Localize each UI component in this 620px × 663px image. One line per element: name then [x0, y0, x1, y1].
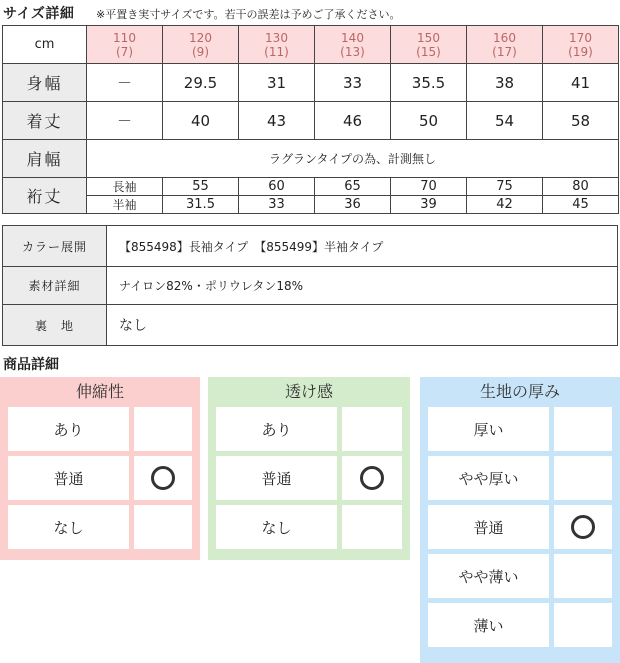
- color-label: カラー展開: [3, 226, 107, 267]
- size-sub-label: (15): [416, 44, 441, 59]
- table-cell: 36: [315, 196, 391, 214]
- table-cell: 54: [467, 102, 543, 140]
- yukitake-long-row: [3, 178, 619, 196]
- option-row: [428, 505, 612, 549]
- material-label: 素材詳細: [3, 267, 107, 305]
- size-header-170: [543, 26, 619, 64]
- option-label: なし: [8, 505, 129, 549]
- row-label-mihaba: 身幅: [3, 64, 87, 102]
- kitake-row: [3, 102, 619, 140]
- option-mark-cell: [134, 456, 192, 500]
- table-cell: 43: [239, 102, 315, 140]
- info-table: [2, 225, 618, 346]
- lining-value: なし: [107, 305, 618, 346]
- size-label: 160: [493, 30, 516, 45]
- option-mark-cell: [554, 554, 612, 598]
- material-row: [3, 267, 618, 305]
- size-label: 170: [569, 30, 592, 45]
- option-mark-cell: [554, 456, 612, 500]
- table-cell: 38: [467, 64, 543, 102]
- size-details-heading: サイズ詳細: [3, 6, 75, 22]
- size-header-row: [3, 26, 619, 64]
- size-header-130: [239, 26, 315, 64]
- option-label: やや薄い: [428, 554, 549, 598]
- table-cell: －: [87, 102, 163, 140]
- size-header-150: [391, 26, 467, 64]
- option-label: 普通: [216, 456, 337, 500]
- size-label: 120: [189, 30, 212, 45]
- option-mark-cell: [342, 456, 402, 500]
- option-label: 厚い: [428, 407, 549, 451]
- table-cell: 39: [391, 196, 467, 214]
- row-label-kitake: 着丈: [3, 102, 87, 140]
- size-header-110: [87, 26, 163, 64]
- table-cell: 42: [467, 196, 543, 214]
- table-cell: －: [87, 64, 163, 102]
- thickness-options: [428, 407, 612, 647]
- unit-cell: cm: [3, 26, 87, 64]
- option-mark-cell: [554, 603, 612, 647]
- selected-circle-icon: [571, 515, 595, 539]
- size-label: 150: [417, 30, 440, 45]
- option-row: [216, 505, 402, 549]
- lining-label: 裏 地: [3, 305, 107, 346]
- option-label: あり: [8, 407, 129, 451]
- option-label: 普通: [428, 505, 549, 549]
- option-row: [428, 603, 612, 647]
- size-sub-label: (7): [116, 44, 133, 59]
- option-label: 薄い: [428, 603, 549, 647]
- size-sub-label: (13): [340, 44, 365, 59]
- size-label: 140: [341, 30, 364, 45]
- sleeve-short-label: 半袖: [87, 196, 163, 214]
- table-cell: 46: [315, 102, 391, 140]
- size-header-120: [163, 26, 239, 64]
- table-cell: 33: [315, 64, 391, 102]
- table-cell: 55: [163, 178, 239, 196]
- option-row: [8, 407, 192, 451]
- stretch-options: [8, 407, 192, 549]
- table-cell: 75: [467, 178, 543, 196]
- option-mark-cell: [134, 505, 192, 549]
- size-label: 130: [265, 30, 288, 45]
- size-table: [2, 25, 619, 214]
- stretch-panel: [0, 377, 200, 560]
- option-row: [428, 456, 612, 500]
- size-sub-label: (17): [492, 44, 517, 59]
- option-mark-cell: [554, 505, 612, 549]
- size-sub-label: (19): [568, 44, 593, 59]
- option-mark-cell: [342, 407, 402, 451]
- table-cell: 29.5: [163, 64, 239, 102]
- option-label: なし: [216, 505, 337, 549]
- table-cell: 35.5: [391, 64, 467, 102]
- size-label: 110: [113, 30, 136, 45]
- table-cell: 50: [391, 102, 467, 140]
- table-cell: 65: [315, 178, 391, 196]
- sleeve-long-label: 長袖: [87, 178, 163, 196]
- size-note: ※平置き実寸サイズです。若干の誤差は予めご了承ください。: [96, 8, 401, 21]
- yukitake-short-row: [3, 196, 619, 214]
- table-cell: 31: [239, 64, 315, 102]
- katahaba-row: [3, 140, 619, 178]
- option-label: 普通: [8, 456, 129, 500]
- stretch-title: 伸縮性: [75, 382, 124, 401]
- option-row: [428, 554, 612, 598]
- table-cell: 60: [239, 178, 315, 196]
- table-cell: 45: [543, 196, 619, 214]
- material-value: ナイロン82%・ポリウレタン18%: [107, 267, 618, 305]
- option-row: [8, 505, 192, 549]
- size-sub-label: (11): [264, 44, 289, 59]
- option-label: あり: [216, 407, 337, 451]
- option-mark-cell: [554, 407, 612, 451]
- sheer-title: 透け感: [284, 382, 333, 401]
- table-cell: 40: [163, 102, 239, 140]
- sheer-panel: [208, 377, 410, 560]
- table-cell: 80: [543, 178, 619, 196]
- option-row: [428, 407, 612, 451]
- mihaba-row: [3, 64, 619, 102]
- selected-circle-icon: [151, 466, 175, 490]
- lining-row: [3, 305, 618, 346]
- table-cell: 70: [391, 178, 467, 196]
- size-header-160: [467, 26, 543, 64]
- color-value: 【855498】長袖タイプ 【855499】半袖タイプ: [107, 226, 618, 267]
- row-label-yukitake: 裄丈: [3, 178, 87, 214]
- selected-circle-icon: [360, 466, 384, 490]
- option-row: [216, 456, 402, 500]
- option-label: やや厚い: [428, 456, 549, 500]
- katahaba-note: ラグランタイプの為、計測無し: [87, 140, 619, 178]
- thickness-title: 生地の厚み: [479, 382, 560, 401]
- size-sub-label: (9): [192, 44, 209, 59]
- table-cell: 33: [239, 196, 315, 214]
- table-cell: 58: [543, 102, 619, 140]
- option-row: [216, 407, 402, 451]
- sheer-options: [216, 407, 402, 549]
- table-cell: 41: [543, 64, 619, 102]
- option-mark-cell: [342, 505, 402, 549]
- row-label-katahaba: 肩幅: [3, 140, 87, 178]
- color-row: [3, 226, 618, 267]
- option-row: [8, 456, 192, 500]
- table-cell: 31.5: [163, 196, 239, 214]
- option-mark-cell: [134, 407, 192, 451]
- size-header-140: [315, 26, 391, 64]
- product-details-heading: 商品詳細: [3, 357, 59, 373]
- thickness-panel: [420, 377, 620, 663]
